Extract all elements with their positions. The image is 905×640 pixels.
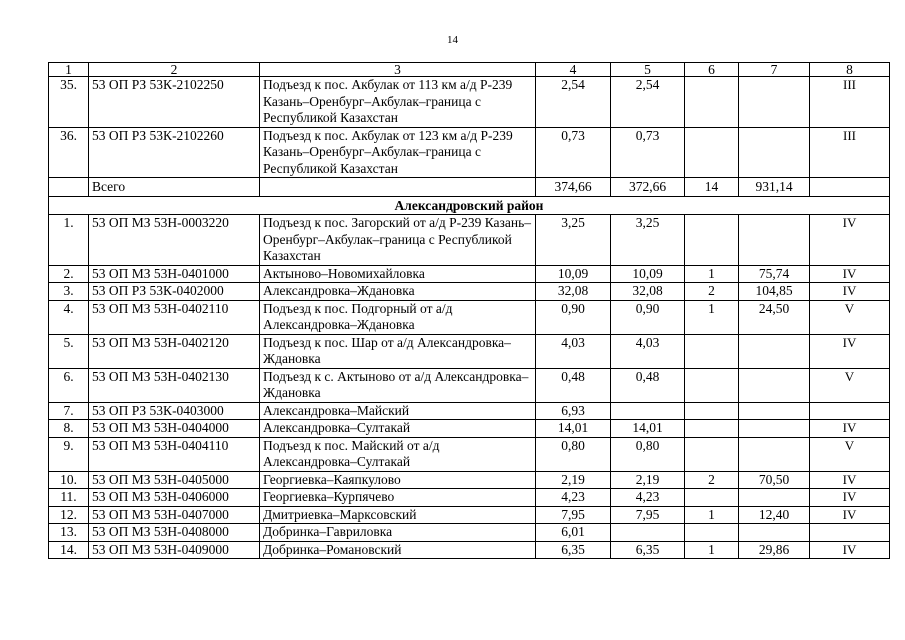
cell-col-6: [685, 127, 739, 178]
row-number: 4.: [49, 300, 89, 334]
column-number: 8: [810, 63, 890, 77]
cell-col-7: [739, 437, 810, 471]
column-number: 1: [49, 63, 89, 77]
cell-col-4: 14,01: [536, 420, 611, 438]
cell-col-5: 3,25: [611, 215, 685, 266]
road-name: Подъезд к с. Актыново от а/д Александровка–Ждановка: [260, 368, 536, 402]
road-code: 53 ОП МЗ 53Н-0405000: [89, 471, 260, 489]
table-row: [49, 300, 890, 334]
cell-col-4: 0,48: [536, 368, 611, 402]
cell-col-5: 0,80: [611, 437, 685, 471]
road-code: 53 ОП МЗ 53Н-0401000: [89, 265, 260, 283]
cell-col-6: 1: [685, 506, 739, 524]
row-number: 2.: [49, 265, 89, 283]
road-name: Подъезд к пос. Загорский от а/д Р-239 Казань–Оренбург–Акбулак–граница с Республикой Казахстан: [260, 215, 536, 266]
cell-col-5: 0,48: [611, 368, 685, 402]
cell-col-7: [739, 127, 810, 178]
road-code: 53 ОП РЗ 53К-0403000: [89, 402, 260, 420]
cell-col-8: IV: [810, 541, 890, 559]
cell-col-8: IV: [810, 265, 890, 283]
row-number: 12.: [49, 506, 89, 524]
road-code: 53 ОП МЗ 53Н-0402130: [89, 368, 260, 402]
table-row: [49, 437, 890, 471]
cell-col-6: [685, 489, 739, 507]
table-row: [49, 283, 890, 301]
road-code: 53 ОП МЗ 53Н-0404000: [89, 420, 260, 438]
cell-col-4: 0,73: [536, 127, 611, 178]
cell-col-8: IV: [810, 471, 890, 489]
page-number: 14: [447, 34, 458, 46]
road-code: 53 ОП МЗ 53Н-0404110: [89, 437, 260, 471]
total-col-5: 372,66: [611, 178, 685, 197]
cell-col-5: [611, 524, 685, 542]
cell-col-7: 29,86: [739, 541, 810, 559]
cell-col-6: [685, 437, 739, 471]
row-number: 14.: [49, 541, 89, 559]
column-number: 6: [685, 63, 739, 77]
row-number: 7.: [49, 402, 89, 420]
road-code: 53 ОП МЗ 53Н-0409000: [89, 541, 260, 559]
row-number: 13.: [49, 524, 89, 542]
cell-col-8: IV: [810, 283, 890, 301]
total-col-6: 14: [685, 178, 739, 197]
row-number: 1.: [49, 215, 89, 266]
road-name: Александровка–Султакай: [260, 420, 536, 438]
cell-col-4: 32,08: [536, 283, 611, 301]
cell-col-6: 2: [685, 471, 739, 489]
cell-col-8: IV: [810, 334, 890, 368]
column-number: 5: [611, 63, 685, 77]
district-header-row: [49, 197, 890, 215]
table-body: [49, 63, 890, 215]
cell-col-6: [685, 402, 739, 420]
total-col-7: 931,14: [739, 178, 810, 197]
cell-col-8: III: [810, 77, 890, 128]
table-row: [49, 506, 890, 524]
cell-col-5: 6,35: [611, 541, 685, 559]
cell-col-6: [685, 215, 739, 266]
column-number: 7: [739, 63, 810, 77]
road-name: Актыново–Новомихайловка: [260, 265, 536, 283]
row-number: 9.: [49, 437, 89, 471]
cell-col-4: 0,80: [536, 437, 611, 471]
cell-col-5: 0,90: [611, 300, 685, 334]
total-col-4: 374,66: [536, 178, 611, 197]
road-code: 53 ОП МЗ 53Н-0407000: [89, 506, 260, 524]
road-name: Добринка–Романовский: [260, 541, 536, 559]
cell-col-7: [739, 524, 810, 542]
row-number: 11.: [49, 489, 89, 507]
cell-col-4: 3,25: [536, 215, 611, 266]
row-number: 10.: [49, 471, 89, 489]
column-number: 3: [260, 63, 536, 77]
cell-col-7: [739, 489, 810, 507]
total-label: Всего: [89, 178, 260, 197]
road-code: 53 ОП МЗ 53Н-0402110: [89, 300, 260, 334]
cell-col-8: [810, 524, 890, 542]
row-number: 6.: [49, 368, 89, 402]
cell-col-8: IV: [810, 506, 890, 524]
table-row: [49, 402, 890, 420]
cell-col-4: 4,23: [536, 489, 611, 507]
table-row: [49, 265, 890, 283]
cell-col-5: 4,03: [611, 334, 685, 368]
cell-col-4: 6,01: [536, 524, 611, 542]
road-name: Подъезд к пос. Акбулак от 113 км а/д Р-239 Казань–Оренбург–Акбулак–граница с Республикой Казахстан: [260, 77, 536, 128]
cell-col-7: [739, 420, 810, 438]
cell-col-5: 32,08: [611, 283, 685, 301]
column-number-row: [49, 63, 890, 77]
cell-col-8: [810, 402, 890, 420]
cell-col-6: 1: [685, 541, 739, 559]
cell-col-8: V: [810, 437, 890, 471]
table-row: [49, 334, 890, 368]
road-code: 53 ОП МЗ 53Н-0003220: [89, 215, 260, 266]
cell-col-5: 2,19: [611, 471, 685, 489]
cell-col-5: 10,09: [611, 265, 685, 283]
cell-col-6: [685, 524, 739, 542]
road-code: 53 ОП РЗ 53К-2102250: [89, 77, 260, 128]
cell-col-6: [685, 420, 739, 438]
cell-col-7: 104,85: [739, 283, 810, 301]
table-row: [49, 127, 890, 178]
table-row: [49, 524, 890, 542]
road-name: Александровка–Ждановка: [260, 283, 536, 301]
road-code: 53 ОП МЗ 53Н-0406000: [89, 489, 260, 507]
cell-col-6: [685, 77, 739, 128]
road-name: Подъезд к пос. Майский от а/д Александровка–Султакай: [260, 437, 536, 471]
cell-col-4: 2,54: [536, 77, 611, 128]
row-number: 36.: [49, 127, 89, 178]
cell-col-7: 70,50: [739, 471, 810, 489]
cell-col-6: [685, 368, 739, 402]
table-row: [49, 489, 890, 507]
roads-table: [48, 62, 890, 559]
cell-col-8: IV: [810, 420, 890, 438]
total-col-8: [810, 178, 890, 197]
cell-col-6: 1: [685, 265, 739, 283]
cell-col-8: V: [810, 368, 890, 402]
cell-col-6: 1: [685, 300, 739, 334]
cell-col-4: 10,09: [536, 265, 611, 283]
cell-col-7: 24,50: [739, 300, 810, 334]
cell-col-5: 4,23: [611, 489, 685, 507]
road-code: 53 ОП РЗ 53К-2102260: [89, 127, 260, 178]
road-name: Георгиевка–Курпячево: [260, 489, 536, 507]
column-number: 2: [89, 63, 260, 77]
table-row: [49, 215, 890, 266]
road-name: Подъезд к пос. Шар от а/д Александровка–Ждановка: [260, 334, 536, 368]
cell-col-8: V: [810, 300, 890, 334]
cell-col-5: 7,95: [611, 506, 685, 524]
cell-col-5: [611, 402, 685, 420]
cell-col-4: 4,03: [536, 334, 611, 368]
cell-col-8: III: [810, 127, 890, 178]
cell-col-7: [739, 77, 810, 128]
road-name: Дмитриевка–Марксовский: [260, 506, 536, 524]
cell-col-8: IV: [810, 489, 890, 507]
row-number: 8.: [49, 420, 89, 438]
cell-col-7: 12,40: [739, 506, 810, 524]
cell-col-4: 2,19: [536, 471, 611, 489]
road-name: Подъезд к пос. Подгорный от а/д Александровка–Ждановка: [260, 300, 536, 334]
cell-col-4: 6,93: [536, 402, 611, 420]
column-number: 4: [536, 63, 611, 77]
road-name: Александровка–Майский: [260, 402, 536, 420]
row-number: 5.: [49, 334, 89, 368]
cell-col-5: 0,73: [611, 127, 685, 178]
cell-col-4: 7,95: [536, 506, 611, 524]
cell-col-7: [739, 215, 810, 266]
road-code: 53 ОП МЗ 53Н-0402120: [89, 334, 260, 368]
total-row: [49, 178, 890, 197]
table-row: [49, 368, 890, 402]
cell-col-7: [739, 334, 810, 368]
row-number: 3.: [49, 283, 89, 301]
cell-col-6: 2: [685, 283, 739, 301]
cell-col-8: IV: [810, 215, 890, 266]
road-name: Георгиевка–Каяпкулово: [260, 471, 536, 489]
district-rows: [49, 215, 890, 559]
cell-col-7: 75,74: [739, 265, 810, 283]
table-row: [49, 420, 890, 438]
road-code: 53 ОП МЗ 53Н-0408000: [89, 524, 260, 542]
road-name: Подъезд к пос. Акбулак от 123 км а/д Р-239 Казань–Оренбург–Акбулак–граница с Республикой Казахстан: [260, 127, 536, 178]
table-row: [49, 541, 890, 559]
road-name: Добринка–Гавриловка: [260, 524, 536, 542]
table-row: [49, 471, 890, 489]
row-number: 35.: [49, 77, 89, 128]
cell-col-7: [739, 402, 810, 420]
table-row: [49, 77, 890, 128]
district-title: Александровский район: [49, 197, 890, 215]
cell-col-6: [685, 334, 739, 368]
cell-col-4: 0,90: [536, 300, 611, 334]
cell-col-5: 2,54: [611, 77, 685, 128]
cell-col-7: [739, 368, 810, 402]
cell-col-4: 6,35: [536, 541, 611, 559]
road-code: 53 ОП РЗ 53К-0402000: [89, 283, 260, 301]
cell-col-5: 14,01: [611, 420, 685, 438]
